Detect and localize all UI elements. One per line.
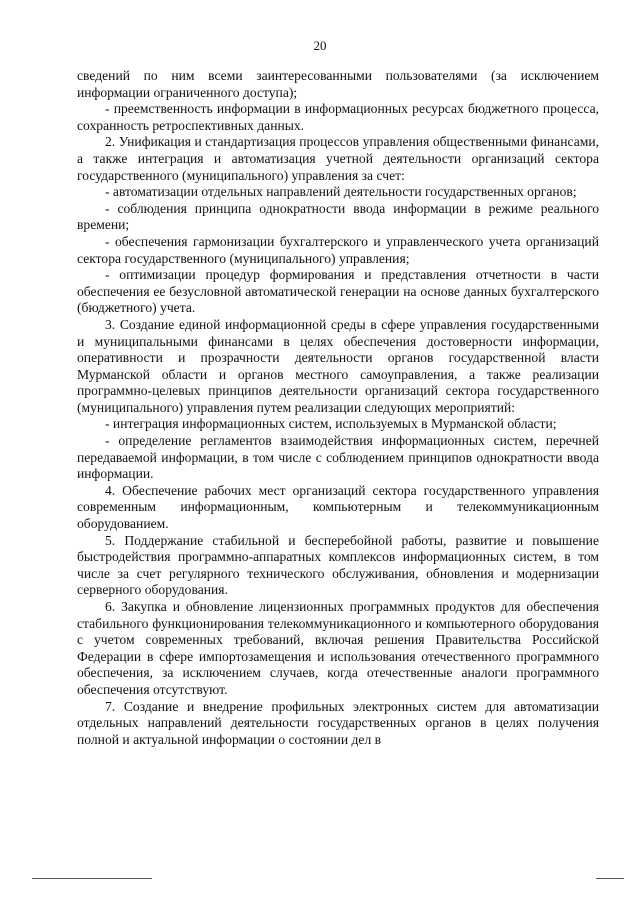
list-item-regulations: - определение регламентов взаимодействия информационных систем, перечней передаваемой информации, в том числе с соблюдением принципов однократности ввода информации.: [77, 433, 599, 482]
list-item-automation: - автоматизации отдельных направлений деятельности государственных органов;: [105, 184, 577, 200]
footer-rule-left: [32, 878, 152, 879]
list-item-reporting: - оптимизации процедур формирования и представления отчетности в части обеспечения ее безусловной автоматической генерации на основе данных бухгалтерского (бюджетного) учета.: [77, 267, 599, 316]
paragraph-item-4: 4. Обеспечение рабочих мест организаций сектора государственного управления современным информационным, компьютерным и телекоммуникационным оборудованием.: [77, 482, 599, 532]
list-item-integration: - интеграция информационных систем, используемых в Мурманской области;: [105, 416, 557, 432]
list-item-continuity: - преемственность информации в информационных ресурсах бюджетного процесса, сохранность ретроспективных данных.: [77, 101, 599, 133]
paragraph-item-7: 7. Создание и внедрение профильных электронных систем для автоматизации отдельных направлений деятельности государственных органов в целях получения полной и актуальной информации о состоянии дел в: [77, 698, 599, 747]
document-body: [77, 68, 599, 748]
paragraph-item-5: 5. Поддержание стабильной и бесперебойной работы, развитие и повышение быстродействия программно-аппаратных комплексов информационных систем, в том числе за счет регулярного технического обслуживания, обновления и модернизации серверного оборудования.: [77, 532, 599, 598]
list-item-single-entry: - соблюдения принципа однократности ввода информации в режиме реального времени;: [77, 200, 599, 233]
paragraph-continuation: сведений по ним всеми заинтересованными пользователями (за исключением информации ограниченного доступа);: [77, 68, 599, 100]
paragraph-item-2: 2. Унификация и стандартизация процессов управления общественными финансами, а также интеграция и автоматизация учетной деятельности организаций сектора государственного (муниципального) управления за счет:: [77, 134, 599, 183]
page-number: 20: [313, 38, 327, 53]
footer-rule-right: [596, 878, 624, 879]
list-item-harmonization: - обеспечения гармонизации бухгалтерского и управленческого учета организаций сектора государственного (муниципального) управления;: [77, 233, 599, 266]
paragraph-item-3: 3. Создание единой информационной среды в сфере управления государственными и муниципальными финансами в целях обеспечения достоверности информации, оперативности и прозрачности деятельности органов государственной власти Мурманской области и органов местного самоуправления, а также реализации программно-целевых принципов деятельности организаций сектора государственного (муниципального) управления путем реализации следующих мероприятий:: [77, 316, 599, 415]
paragraph-item-6: 6. Закупка и обновление лицензионных программных продуктов для обеспечения стабильного функционирования телекоммуникационного и компьютерного оборудования с учетом современных требований, включая решения Правительства Российской Федерации в сфере импортозамещения и использования отечественного программного обеспечения, за исключением случаев, когда отечественные аналоги программного обеспечения отсутствуют.: [77, 599, 599, 697]
